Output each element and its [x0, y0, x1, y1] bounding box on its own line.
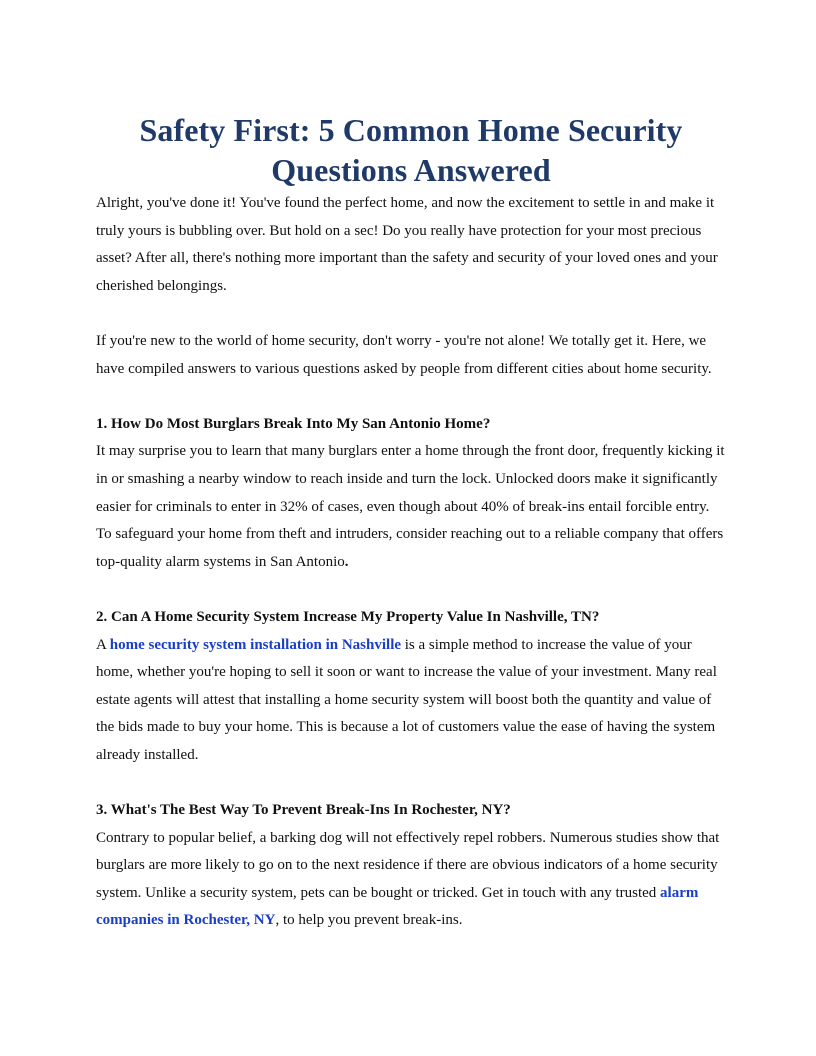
- paragraph-spacer: [96, 300, 726, 328]
- question-2-heading: 2. Can A Home Security System Increase My Property Value In Nashville, TN?: [96, 608, 600, 625]
- question-3-text-rest: , to help you prevent break-ins.: [275, 912, 463, 929]
- question-3-heading: 3. What's The Best Way To Prevent Break-Ins In Rochester, NY?: [96, 802, 511, 819]
- question-1-heading: 1. How Do Most Burglars Break Into My San Antonio Home?: [96, 415, 491, 432]
- title-line-1: Safety First: 5 Common Home Security: [139, 112, 683, 148]
- question-1-text: It may surprise you to learn that many burglars enter a home through the front door, frequently kicking it in or smashing a nearby window to reach inside and turn the lock. Unlocked doors make it significantly easier for criminals to enter in 32% of cases, even though about 40% of break-ins entail forcible entry. To safeguard your home from theft and intruders, consider reaching out to a reliable company that offers top-quality alarm systems in San Antonio: [96, 443, 725, 570]
- paragraph-spacer: [96, 383, 726, 411]
- title-line-2: Questions Answered: [271, 152, 551, 188]
- question-3-text-start: Contrary to popular belief, a barking dog will not effectively repel robbers. Numerous studies show that burglars are more likely to go on to the next residence if there are obvious indicators of a home security system. Unlike a security system, pets can be bought or tricked. Get in touch with any trusted: [96, 829, 720, 901]
- document-page: [96, 110, 726, 935]
- paragraph-spacer: [96, 769, 726, 797]
- nashville-installation-link[interactable]: home security system installation in Nashville: [109, 636, 402, 653]
- question-2-text-rest: is a simple method to increase the value of your home, whether you're hoping to sell it soon or want to increase the value of your investment. Many real estate agents will attest that installing a home security system will boost both the quantity and value of the bids made to buy your home. This is because a lot of customers value the ease of having the system already installed.: [96, 636, 717, 763]
- question-1-body: [96, 438, 726, 576]
- question-1-end: .: [344, 553, 349, 570]
- intro-paragraph-2: If you're new to the world of home security, don't worry - you're not alone! We totally get it. Here, we have compiled answers to various questions asked by people from different cities about home security.: [96, 332, 712, 377]
- rochester-alarm-link[interactable]: alarm companies in Rochester, NY: [96, 884, 699, 929]
- paragraph-spacer: [96, 576, 726, 604]
- intro-paragraph-1: Alright, you've done it! You've found the perfect home, and now the excitement to settle in and make it truly yours is bubbling over. But hold on a sec! Do you really have protection for your most precious asset? After all, there's nothing more important than the safety and security of your loved ones and your cherished belongings.: [96, 195, 718, 294]
- page-title: [96, 110, 726, 190]
- question-2-body: [96, 632, 726, 770]
- question-2-text-start: A: [96, 636, 110, 653]
- question-3-body: [96, 825, 726, 935]
